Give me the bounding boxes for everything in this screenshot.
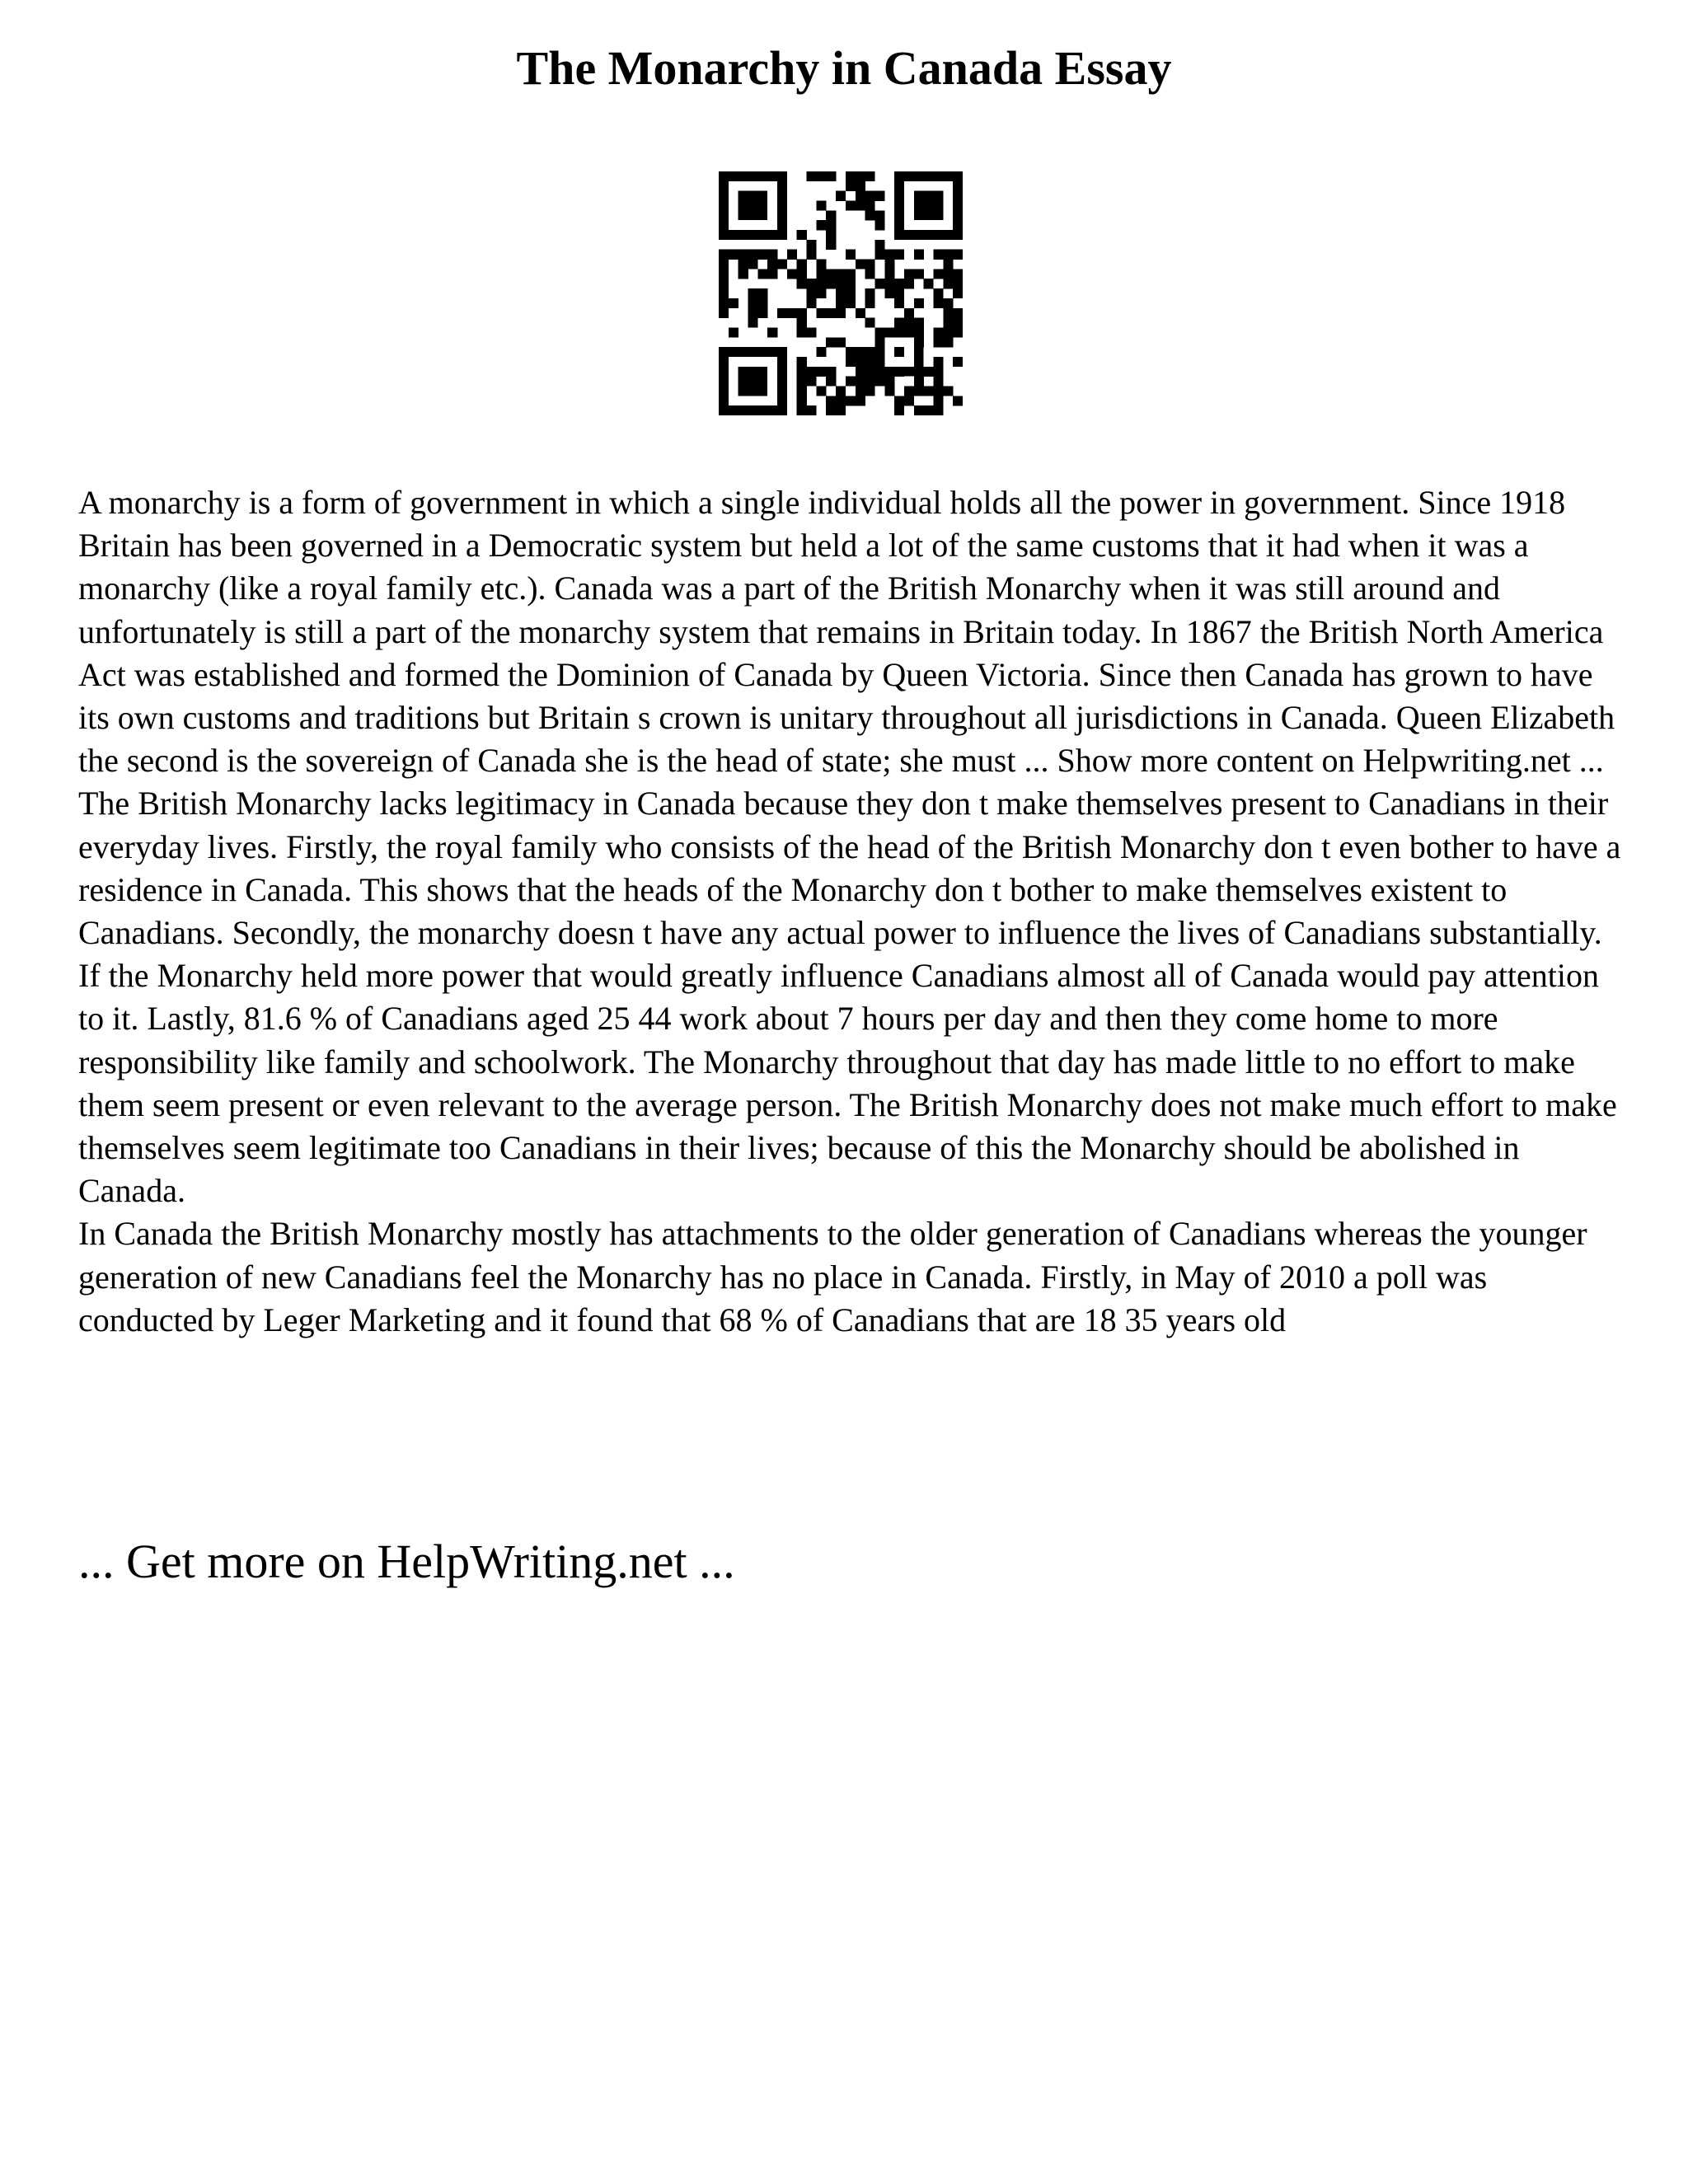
essay-paragraph-3: In Canada the British Monarchy mostly has attachments to the older generation of Canadians whereas the younger generation of new Canadians feel the Monarchy has no place in Canada. Firstly, in May of 2010 a poll was conducted by Leger Marketing and it found that 68 % of Canadians that are 18 35 years old <box>78 1215 1587 1338</box>
essay-paragraph-1: A monarchy is a form of government in which a single individual holds all the power in government. Since 1918 Britain has been governed in a Democratic system but held a lot of the same customs that it had when it was a monarchy (like a royal family etc.). Canada was a part of the British Monarchy when it was still around and unfortunately is still a part of the monarchy system that remains in Britain today. In 1867 the British North America Act was established and formed the Dominion of Canada by Queen Victoria. Since then Canada has grown to have its own customs and traditions but Britain s crown is unitary throughout all jurisdictions in Canada. Queen Elizabeth the second is the sovereign of Canada she is the head of state; she must ... Show more content on Helpwriting.net ... <box>78 484 1615 780</box>
get-more-link[interactable]: ... Get more on HelpWriting.net ... <box>78 1535 735 1588</box>
qr-code-icon[interactable] <box>719 171 963 415</box>
essay-paragraph-2: The British Monarchy lacks legitimacy in Canada because they don t make themselves present to Canadians in their everyday lives. Firstly, the royal family who consists of the head of the British Monarchy don t even bother to have a residence in Canada. This shows that the heads of the Monarchy don t bother to make themselves existent to Canadians. Secondly, the monarchy doesn t have any actual power to influence the lives of Canadians substantially. If the Monarchy held more power that would greatly influence Canadians almost all of Canada would pay attention to it. Lastly, 81.6 % of Canadians aged 25 44 work about 7 hours per day and then they come home to more responsibility like family and schoolwork. The Monarchy throughout that day has made little to no effort to make them seem present or even relevant to the average person. The British Monarchy does not make much effort to make themselves seem legitimate too Canadians in their lives; because of this the Monarchy should be abolished in Canada. <box>78 785 1621 1210</box>
page-title: The Monarchy in Canada Essay <box>516 41 1172 95</box>
essay-body <box>78 481 1628 1342</box>
